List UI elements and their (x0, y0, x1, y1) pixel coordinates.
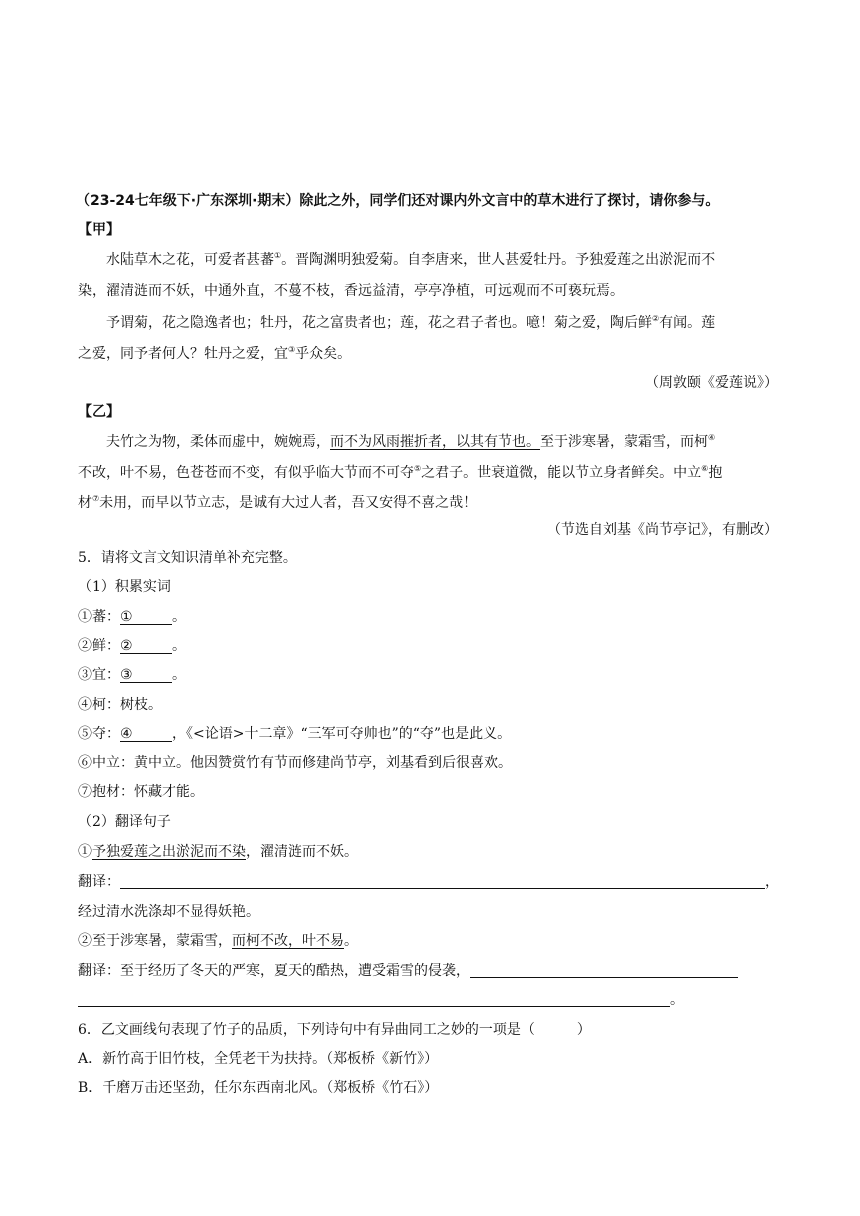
question-5-sub-1: （1）积累实词 (78, 579, 171, 595)
vocab-item-7: ⑦抱材：怀藏才能。 (78, 784, 204, 800)
translate-answer-1-line-2: 经过清水洗涤却不显得妖艳。 (78, 904, 260, 920)
jia-paragraph-2: 予谓菊，花之隐逸者也；牡丹，花之富贵者也；莲，花之君子者也。噫！菊之爱，陶后鲜②有闻。莲 (106, 314, 716, 331)
vocab-item-2: ②鲜：② 。 (78, 638, 186, 654)
section-label-yi: 【乙】 (78, 404, 120, 420)
jia-paragraph-1-line-2: 染，濯清涟而不妖，中通外直，不蔓不枝，香远益清，亭亭净植，可远观而不可亵玩焉。 (78, 283, 624, 299)
option-a[interactable]: A．新竹高于旧竹枝，全凭老干为扶持。（郑板桥《新竹》） (78, 1051, 439, 1067)
vocab-item-5: ⑤夺：④ ，《<论语>十二章》“三军可夺帅也”的“夺”也是此义。 (78, 726, 512, 742)
translate-blank-2b[interactable] (78, 991, 670, 1007)
vocab-item-3: ③宜：③ 。 (78, 667, 186, 683)
translate-answer-2-line-2: 。 (78, 990, 684, 1010)
section-label-jia: 【甲】 (78, 222, 120, 238)
translate-answer-1: 翻译： ， (78, 874, 779, 890)
translate-blank-1[interactable] (120, 873, 765, 889)
option-b[interactable]: B．千磨万击还坚劲，任尔东西南北风。（郑板桥《竹石》） (78, 1080, 439, 1096)
question-5-sub-2: （2）翻译句子 (78, 814, 171, 830)
jia-source: （周敦颐《爱莲说》） (645, 375, 778, 391)
jia-paragraph-1: 水陆草木之花，可爱者甚蕃①。晋陶渊明独爱菊。自李唐来，世人甚爱牡丹。予独爱莲之出淤泥而不 (106, 251, 716, 268)
answer-blank-2[interactable]: ② (120, 636, 172, 654)
translate-sentence-2: ②至于涉寒暑，蒙霜雪，而柯不改，叶不易。 (78, 933, 358, 949)
answer-blank-3[interactable]: ③ (120, 665, 172, 683)
vocab-item-1: ①蕃：① 。 (78, 609, 186, 625)
question-6-title: 6．乙文画线句表现了竹子的品质，下列诗句中有异曲同工之妙的一项是（ ） (78, 1022, 591, 1038)
answer-blank-4[interactable]: ④ (120, 724, 172, 742)
jia-paragraph-2-line-2: 之爱，同予者何人？牡丹之爱，宜③乎众矣。 (78, 345, 352, 362)
vocab-item-4: ④柯：树枝。 (78, 697, 162, 713)
yi-source: （节选自刘基《尚节亭记》，有删改） (547, 522, 778, 538)
yi-paragraph-line-3: 材⑦未用，而早以节立志，是诚有大过人者，吾又安得不喜之哉！ (78, 494, 478, 511)
question-5-title: 5．请将文言文知识清单补充完整。 (78, 550, 297, 566)
translate-blank-2a[interactable] (470, 962, 738, 978)
yi-underlined-sentence: 而不为风雨摧折者，以其有节也。 (330, 434, 540, 450)
translate-answer-2: 翻译：至于经历了冬天的严寒，夏天的酷热，遭受霜雪的侵袭， (78, 961, 738, 981)
yi-paragraph-line-1: 夫竹之为物，柔体而虚中，婉婉焉，而不为风雨摧折者，以其有节也。至于涉寒暑，蒙霜雪，而柯④ (106, 433, 716, 450)
yi-paragraph-line-2: 不改，叶不易，色苍苍而不变，有似乎临大节而不可夺⑤之君子。世衰道微，能以节立身者鲜矣。中立⑥抱 (78, 464, 723, 481)
question-intro: （23-24七年级下·广东深圳·期末）除此之外，同学们还对课内外文言中的草木进行了探讨，请你参与。 (76, 193, 720, 209)
translate-sentence-1: ①予独爱莲之出淤泥而不染，濯清涟而不妖。 (78, 844, 358, 860)
answer-blank-1[interactable]: ① (120, 607, 172, 625)
vocab-item-6: ⑥中立：黄中立。他因赞赏竹有节而修建尚节亭，刘基看到后很喜欢。 (78, 755, 512, 771)
